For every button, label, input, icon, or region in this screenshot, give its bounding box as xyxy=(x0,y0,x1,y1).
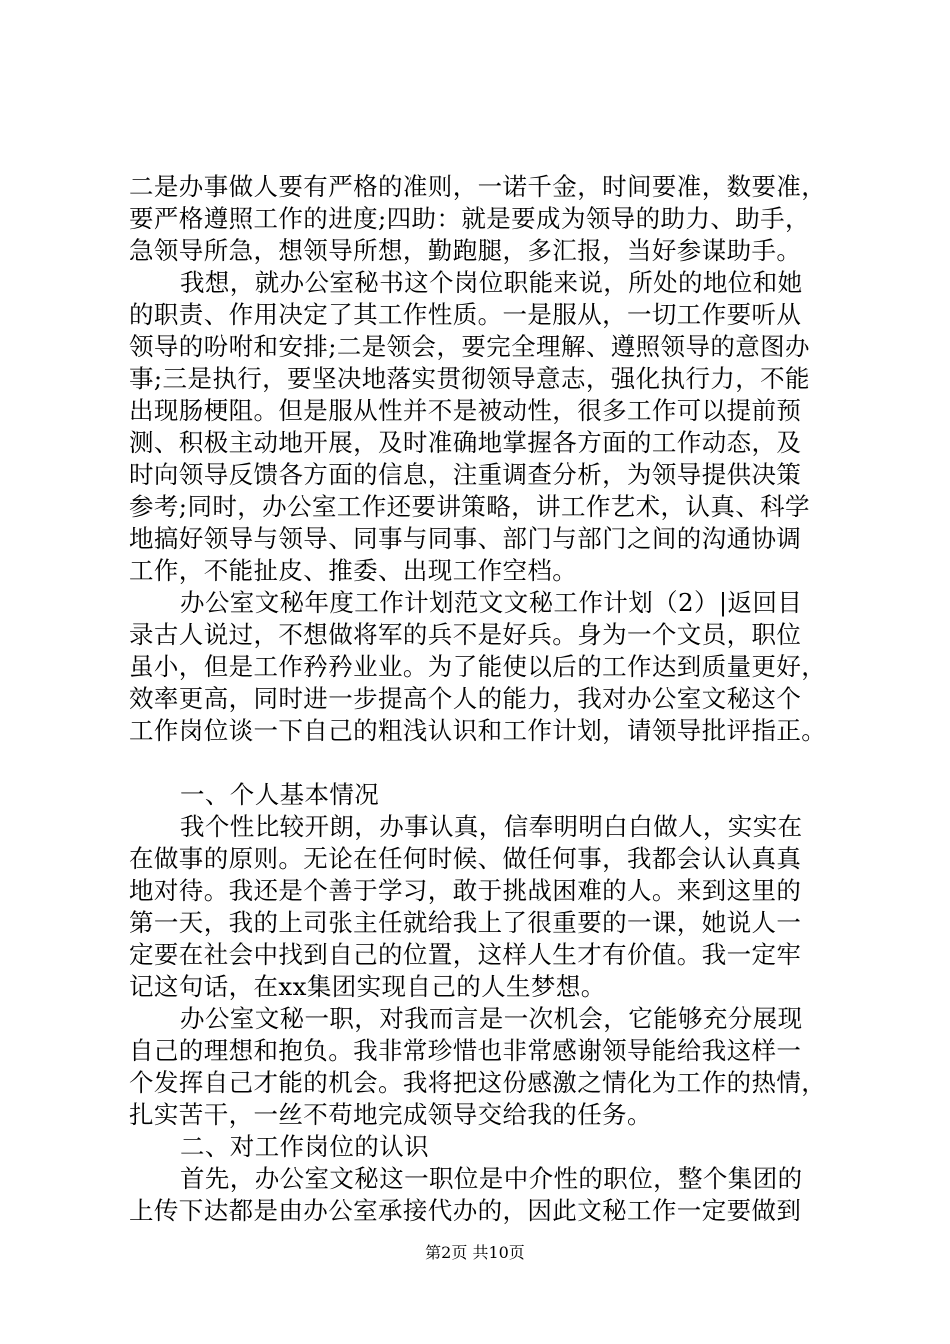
text-line: 出现肠梗阻。但是服从性并不是被动性，很多工作可以提前预 xyxy=(129,396,802,425)
text-line: 急领导所急，想领导所想，勤跑腿，多汇报，当好参谋助手。 xyxy=(129,236,802,265)
text-line: 的职责、作用决定了其工作性质。一是服从，一切工作要听从 xyxy=(129,300,802,329)
text-line: 首先，办公室文秘这一职位是中介性的职位，整个集团的 xyxy=(180,1164,803,1193)
text-line: 效率更高，同时进一步提高个人的能力，我对办公室文秘这个 xyxy=(129,684,802,713)
text-line: 地搞好领导与领导、同事与同事、部门与部门之间的沟通协调 xyxy=(129,524,802,553)
text-line: 虽小，但是工作矜矜业业。为了能使以后的工作达到质量更好， xyxy=(129,652,827,681)
text-line: 我个性比较开朗，办事认真，信奉明明白白做人，实实在 xyxy=(180,812,803,841)
text-line: 办公室文秘一职，对我而言是一次机会，它能够充分展现 xyxy=(180,1004,803,1033)
text-line: 测、积极主动地开展，及时准确地掌握各方面的工作动态，及 xyxy=(129,428,802,457)
text-line: 地对待。我还是个善于学习，敢于挑战困难的人。来到这里的 xyxy=(129,876,802,905)
section-heading: 一、个人基本情况 xyxy=(180,780,380,809)
text-line: 第一天，我的上司张主任就给我上了很重要的一课，她说人一 xyxy=(129,908,802,937)
text-line: 要严格遵照工作的进度;四助：就是要成为领导的助力、助手， xyxy=(129,204,810,233)
text-line: 个发挥自己才能的机会。我将把这份感激之情化为工作的热情， xyxy=(129,1068,827,1097)
text-line: 时向领导反馈各方面的信息，注重调查分析，为领导提供决策 xyxy=(129,460,802,489)
page-footer: 第2页 共10页 xyxy=(425,1243,525,1262)
text-line: 扎实苦干，一丝不苟地完成领导交给我的任务。 xyxy=(129,1100,652,1129)
text-line: 我想，就办公室秘书这个岗位职能来说，所处的地位和她 xyxy=(180,268,803,297)
text-line: 自己的理想和抱负。我非常珍惜也非常感谢领导能给我这样一 xyxy=(129,1036,802,1065)
text-line: 工作岗位谈一下自己的粗浅认识和工作计划，请领导批评指正。 xyxy=(129,716,827,745)
text-line: 参考;同时，办公室工作还要讲策略，讲工作艺术，认真、科学 xyxy=(129,492,810,521)
text-line: 领导的吩咐和安排;二是领会，要完全理解、遵照领导的意图办 xyxy=(129,332,810,361)
text-line: 定要在社会中找到自己的位置，这样人生才有价值。我一定牢 xyxy=(129,940,802,969)
section-heading: 二、对工作岗位的认识 xyxy=(180,1132,429,1161)
text-line: 二是办事做人要有严格的准则，一诺千金，时间要准，数要准， xyxy=(129,172,827,201)
text-line: 记这句话，在xx集团实现自己的人生梦想。 xyxy=(129,972,606,1001)
text-line: 上传下达都是由办公室承接代办的，因此文秘工作一定要做到 xyxy=(129,1196,802,1225)
text-line: 办公室文秘年度工作计划范文文秘工作计划（2）|返回目 xyxy=(180,588,803,617)
text-line: 在做事的原则。无论在任何时候、做任何事，我都会认认真真 xyxy=(129,844,802,873)
text-line: 事;三是执行，要坚决地落实贯彻领导意志，强化执行力，不能 xyxy=(129,364,810,393)
text-line: 录古人说过，不想做将军的兵不是好兵。身为一个文员，职位 xyxy=(129,620,802,649)
text-line: 工作，不能扯皮、推委、出现工作空档。 xyxy=(129,556,578,585)
